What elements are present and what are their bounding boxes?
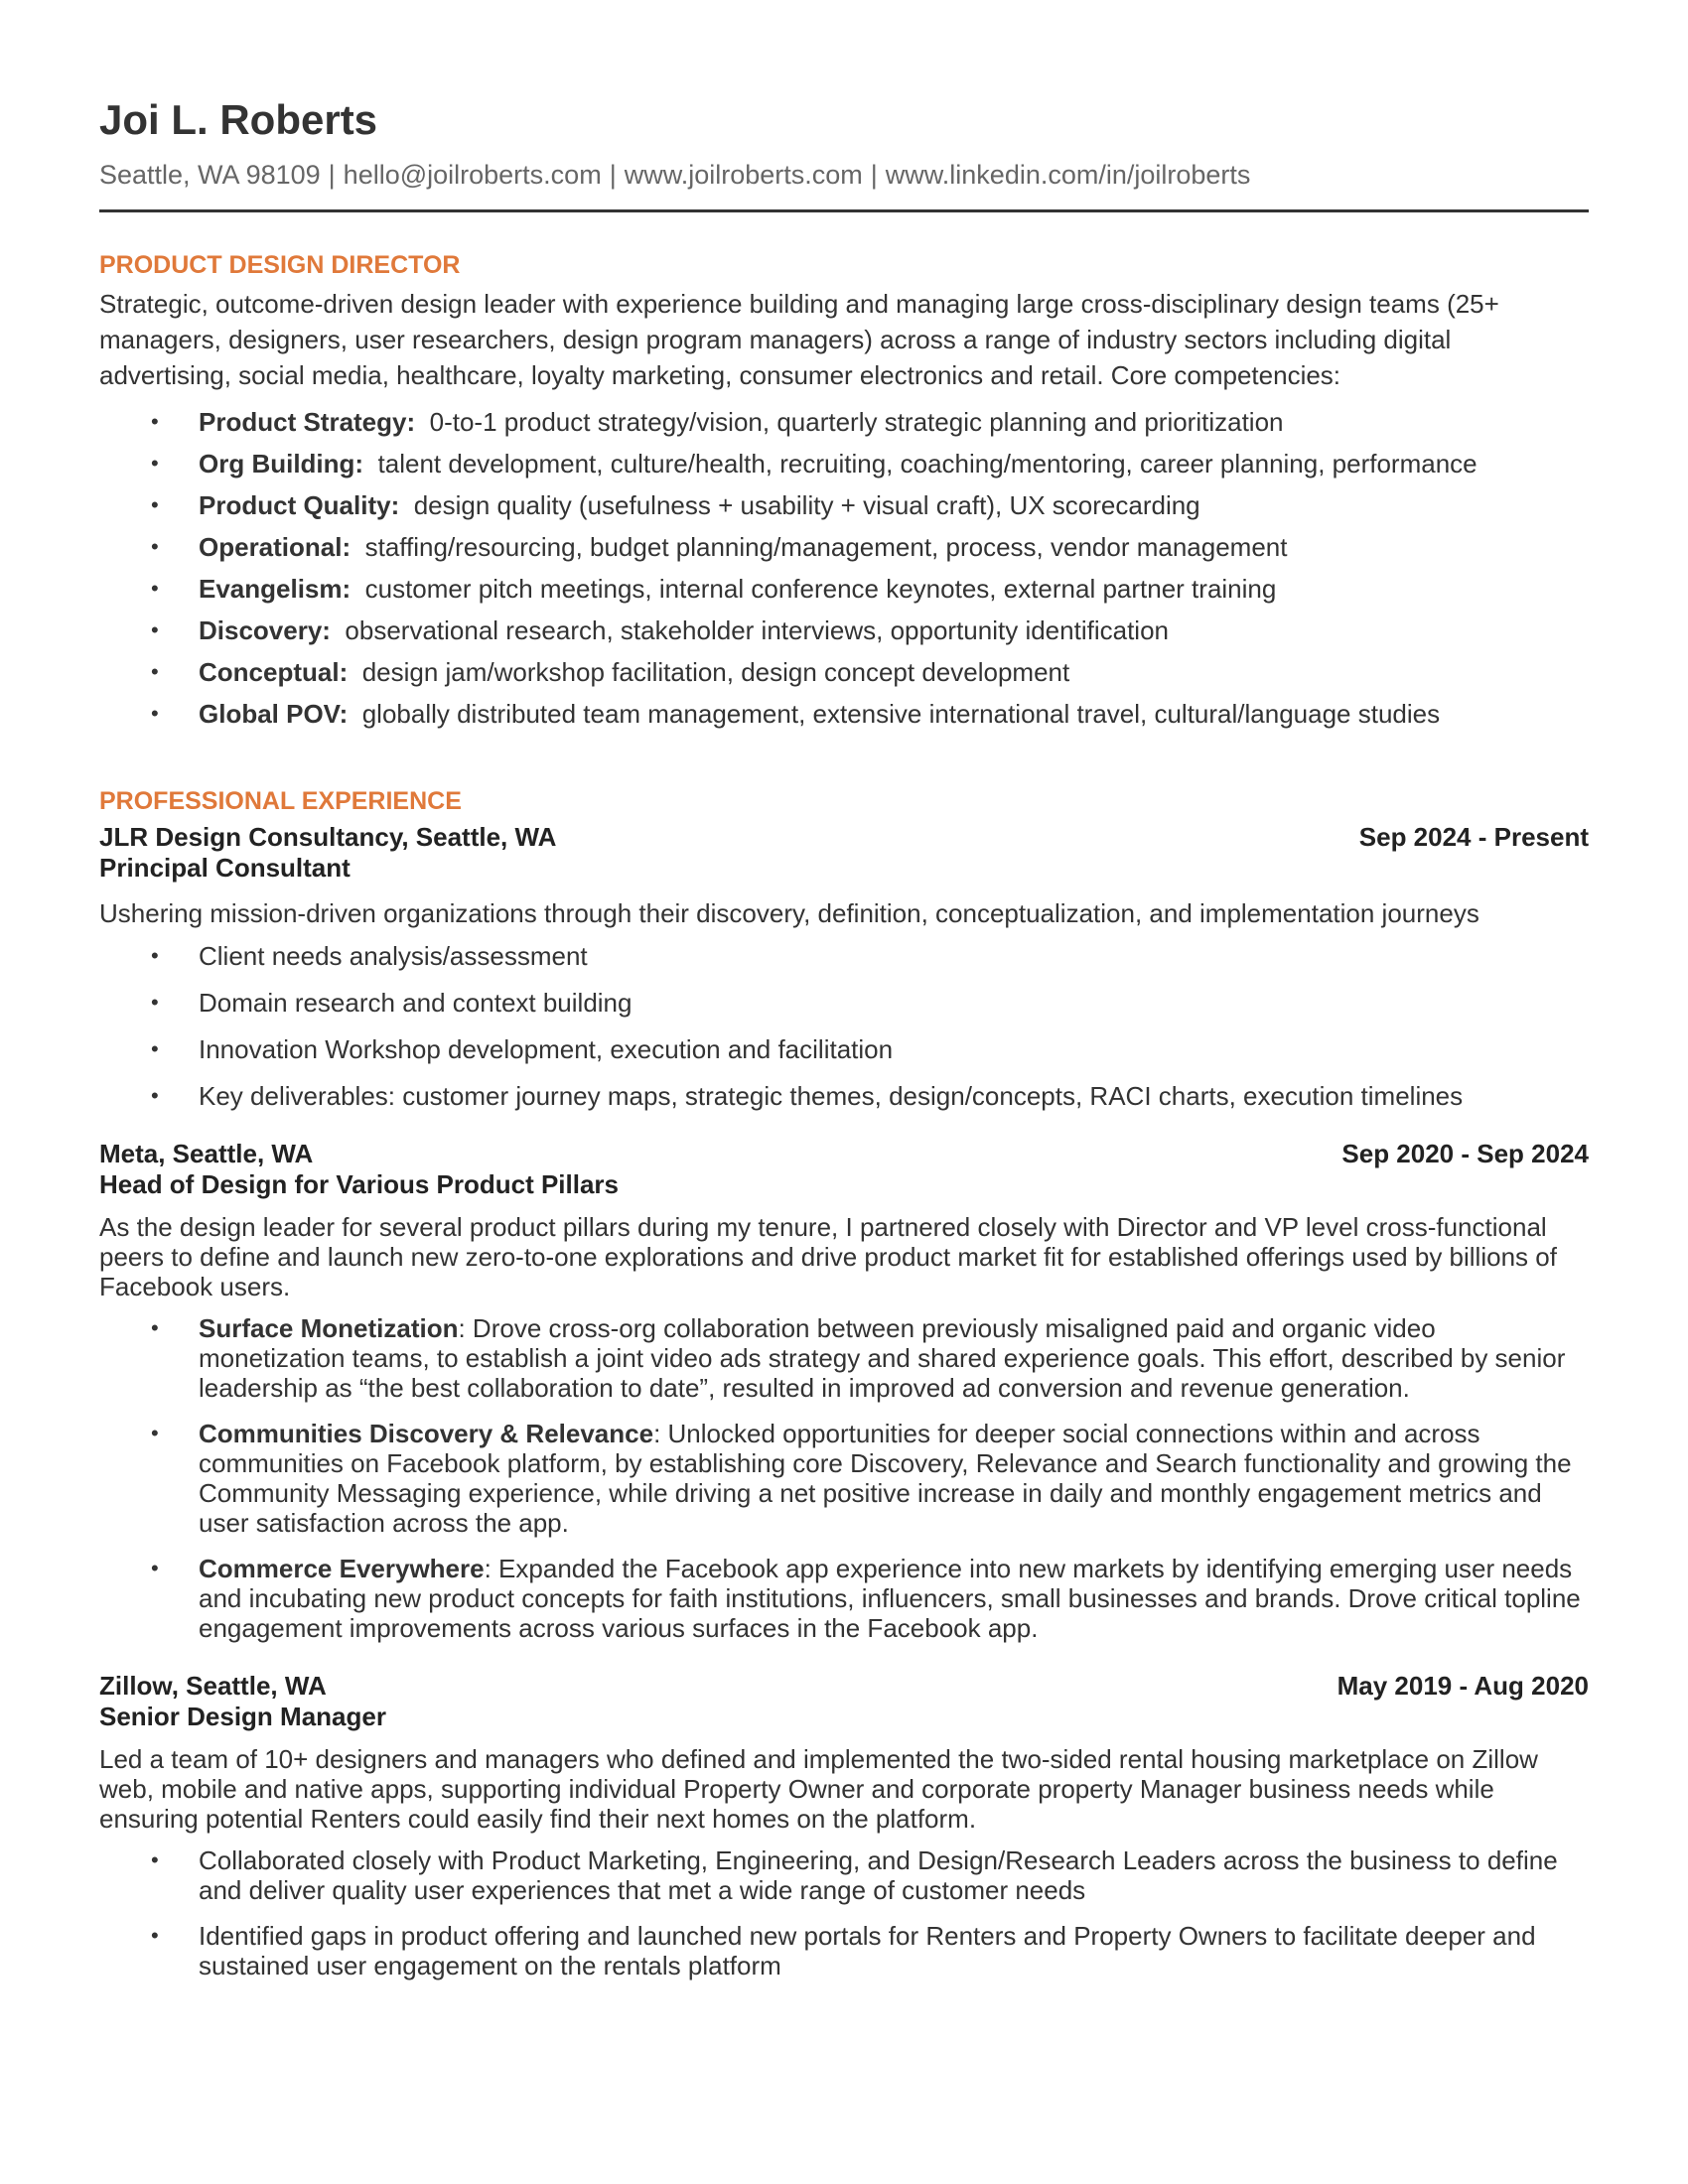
job-bullet: [99, 941, 1589, 971]
job-bullet-list: [99, 1845, 1589, 1980]
bullet-icon: •: [151, 1314, 159, 1340]
job-entry: [99, 1671, 1589, 1980]
job-bullet: [99, 1921, 1589, 1980]
job-company: Zillow, Seattle, WA: [99, 1670, 327, 1701]
competency-label: Evangelism:: [199, 573, 352, 604]
bullet-icon: •: [151, 1420, 159, 1445]
competency-list: [99, 401, 1589, 735]
summary-title: PRODUCT DESIGN DIRECTOR: [99, 250, 461, 279]
job-description: Ushering mission-driven organizations through their discovery, definition, conceptualization, and implementation journeys: [99, 897, 1479, 928]
bullet-icon: •: [151, 1035, 159, 1061]
job-bullet-text: Key deliverables: customer journey maps, strategic themes, design/concepts, RACI charts, execution timelines: [199, 1080, 1464, 1111]
competency-item: [99, 651, 1589, 693]
separator: |: [609, 160, 617, 191]
experience-section: [99, 786, 1589, 1980]
bullet-icon: •: [151, 533, 159, 559]
job-bullet-text: : Expanded the Facebook app experience into new markets by identifying emerging user needs and incubating new product concepts for faith institutions, influencers, small businesses and brands. Drove critical topline engagement improvements across various surfaces in the Facebook app.: [199, 1553, 1581, 1643]
resume-page: [99, 95, 1589, 1996]
linkedin-link[interactable]: www.linkedin.com/in/joilroberts: [885, 160, 1251, 191]
competency-item: [99, 568, 1589, 610]
competency-label: Conceptual:: [199, 656, 349, 687]
competency-item: [99, 610, 1589, 651]
competency-text: 0-to-1 product strategy/vision, quarterly strategic planning and prioritization: [429, 406, 1284, 437]
competency-text: staffing/resourcing, budget planning/management, process, vendor management: [364, 531, 1288, 562]
contact-line: [99, 159, 1589, 191]
summary-section: [99, 250, 1589, 735]
separator: |: [328, 160, 336, 191]
job-bullet-text: Identified gaps in product offering and launched new portals for Renters and Property Owners to facilitate deeper and sustained user engagement on the rentals platform: [199, 1920, 1536, 1980]
competency-item: [99, 484, 1589, 526]
bullet-icon: •: [151, 491, 159, 517]
bullet-icon: •: [151, 989, 159, 1015]
job-bullet-text: Collaborated closely with Product Marketing, Engineering, and Design/Research Leaders across the business to define and deliver quality user experiences that met a wide range of customer needs: [199, 1844, 1558, 1905]
job-bullet-label: Commerce Everywhere: [199, 1553, 485, 1583]
bullet-icon: •: [151, 700, 159, 726]
competency-item: [99, 526, 1589, 568]
competency-text: observational research, stakeholder interviews, opportunity identification: [345, 614, 1169, 645]
job-bullet-text: : Unlocked opportunities for deeper social connections within and across communities on Facebook platform, by establishing core Discovery, Relevance and Search functionality and growing the Community Messaging experience, while driving a net positive increase in daily and monthly engagement metrics and user satisfaction across the app.: [199, 1418, 1572, 1538]
competency-label: Org Building:: [199, 448, 364, 478]
job-bullet-list: [99, 941, 1589, 1111]
competency-label: Global POV:: [199, 698, 349, 729]
bullet-icon: •: [151, 616, 159, 642]
competency-text: globally distributed team management, extensive international travel, cultural/language studies: [361, 698, 1441, 729]
job-bullet-text: Client needs analysis/assessment: [199, 940, 588, 971]
bullet-icon: •: [151, 1922, 159, 1948]
job-bullet-text: : Drove cross-org collaboration between previously misaligned paid and organic video monetization teams, to establish a joint video ads strategy and shared experience goals. This effort, described by senior leadership as “the best collaboration to date”, resulted in improved ad conversion and revenue generation.: [199, 1312, 1566, 1403]
website-link[interactable]: www.joilroberts.com: [624, 160, 863, 191]
competency-label: Operational:: [199, 531, 352, 562]
job-role: Principal Consultant: [99, 852, 351, 883]
location: Seattle, WA 98109: [99, 160, 321, 191]
header-divider: [99, 209, 1589, 212]
job-entry: [99, 822, 1589, 1111]
bullet-icon: •: [151, 942, 159, 968]
job-company: Meta, Seattle, WA: [99, 1138, 314, 1168]
job-bullet: [99, 1081, 1589, 1111]
competency-text: design jam/workshop facilitation, design concept development: [361, 656, 1070, 687]
job-dates: Sep 2024 - Present: [1358, 821, 1589, 852]
job-role: Head of Design for Various Product Pillars: [99, 1168, 620, 1199]
job-role: Senior Design Manager: [99, 1701, 386, 1731]
bullet-icon: •: [151, 575, 159, 601]
bullet-icon: •: [151, 1082, 159, 1108]
job-bullet-label: Communities Discovery & Relevance: [199, 1418, 654, 1448]
summary-text: Strategic, outcome-driven design leader with experience building and managing large cross-disciplinary design teams (25+ managers, designers, user researchers, design program managers) across a range of industry sectors including digital advertising, social media, healthcare, loyalty marketing, consumer electronics and retail. Core competencies:: [99, 288, 1499, 390]
job-bullet-text: Innovation Workshop development, execution and facilitation: [199, 1033, 894, 1064]
candidate-name: Joi L. Roberts: [99, 96, 378, 143]
competency-label: Discovery:: [199, 614, 331, 645]
job-company: JLR Design Consultancy, Seattle, WA: [99, 821, 557, 852]
competency-item: [99, 443, 1589, 484]
job-bullet: [99, 1554, 1589, 1643]
competency-text: design quality (usefulness + usability + visual craft), UX scorecarding: [413, 489, 1200, 520]
competency-text: talent development, culture/health, recruiting, coaching/mentoring, career planning, performance: [377, 448, 1477, 478]
job-bullet: [99, 1034, 1589, 1064]
competency-label: Product Strategy:: [199, 406, 416, 437]
job-bullet: [99, 1419, 1589, 1538]
bullet-icon: •: [151, 408, 159, 434]
bullet-icon: •: [151, 450, 159, 476]
job-header: [99, 1671, 1589, 1702]
job-bullet-label: Surface Monetization: [199, 1312, 459, 1343]
competency-item: [99, 693, 1589, 735]
job-entry: [99, 1139, 1589, 1643]
job-dates: Sep 2020 - Sep 2024: [1341, 1138, 1589, 1168]
resume-header: [99, 95, 1589, 212]
competency-text: customer pitch meetings, internal conference keynotes, external partner training: [364, 573, 1277, 604]
job-description: Led a team of 10+ designers and managers who defined and implemented the two-sided rental housing marketplace on Zillow web, mobile and native apps, supporting individual Property Owner and corporate property Manager business needs while ensuring potential Renters could easily find their next homes on the platform.: [99, 1743, 1538, 1834]
bullet-icon: •: [151, 1846, 159, 1872]
bullet-icon: •: [151, 1555, 159, 1580]
job-bullet: [99, 1313, 1589, 1403]
job-description: As the design leader for several product pillars during my tenure, I partnered closely with Director and VP level cross-functional peers to define and launch new zero-to-one explorations and drive product market fit for established offerings used by billions of Facebook users.: [99, 1211, 1557, 1301]
separator: |: [870, 160, 878, 191]
competency-item: [99, 401, 1589, 443]
job-bullet-list: [99, 1313, 1589, 1643]
job-bullet: [99, 988, 1589, 1018]
job-header: [99, 822, 1589, 853]
job-dates: May 2019 - Aug 2020: [1336, 1670, 1589, 1701]
experience-title: PROFESSIONAL EXPERIENCE: [99, 786, 462, 815]
bullet-icon: •: [151, 658, 159, 684]
job-bullet-text: Domain research and context building: [199, 987, 633, 1018]
competency-label: Product Quality:: [199, 489, 400, 520]
job-header: [99, 1139, 1589, 1169]
email-link[interactable]: hello@joilroberts.com: [343, 160, 602, 191]
job-bullet: [99, 1845, 1589, 1905]
